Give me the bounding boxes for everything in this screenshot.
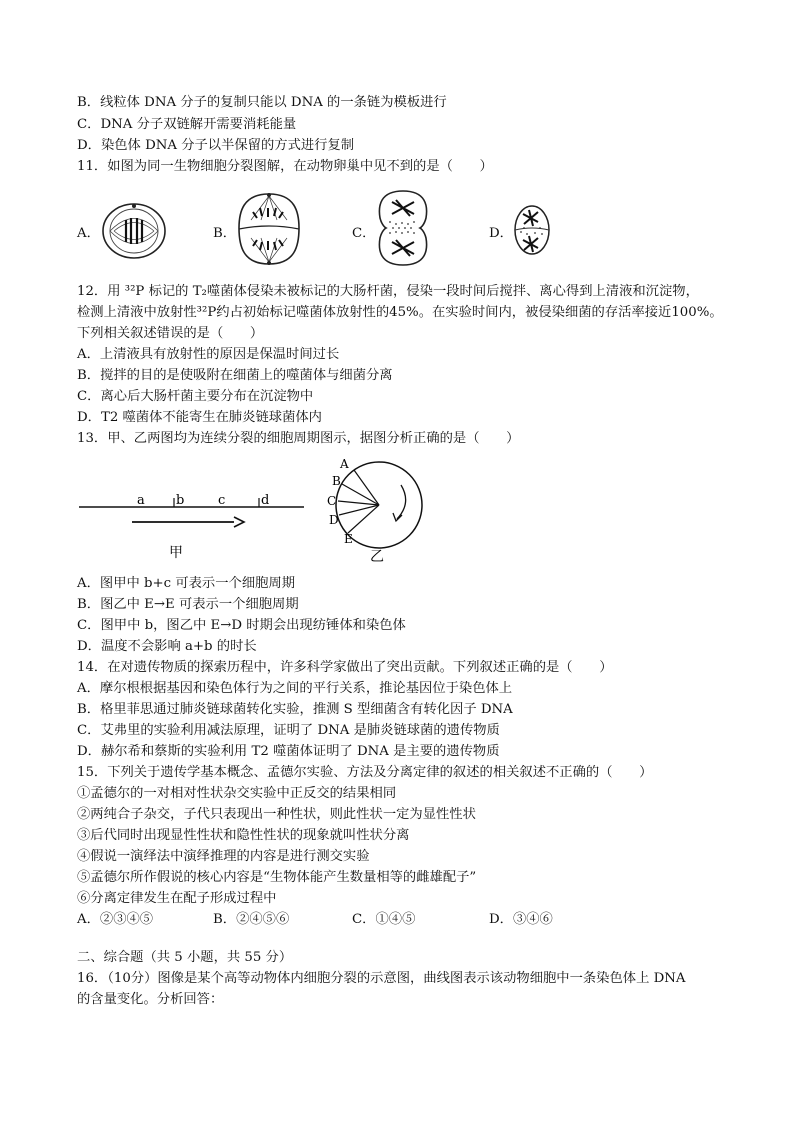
q11-cell-c-image <box>374 188 432 268</box>
q11-label-b: B． <box>213 226 237 241</box>
q11-label-c: C． <box>352 226 376 241</box>
q15-item-6: ⑥分离定律发生在配子形成过程中 <box>77 891 277 906</box>
q16-stem-line-2: 的含量变化。分析回答： <box>77 992 224 1007</box>
q11-cell-b-image <box>233 190 305 268</box>
prev-option-b: B．线粒体 DNA 分子的复制只能以 DNA 的一条链为模板进行 <box>77 95 447 110</box>
q15-item-1: ①孟德尔的一对相对性状杂交实验中正反交的结果相同 <box>77 786 397 801</box>
q12-stem-line-3: 下列相关叙述错误的是（ ） <box>77 326 264 341</box>
q14-stem: 14．在对遗传物质的探索历程中，许多科学家做出了突出贡献。下列叙述正确的是（ ） <box>77 660 613 675</box>
q13-jia-point-b: b <box>176 493 185 508</box>
q13-figure-yi <box>326 455 430 567</box>
q13-figure-jia <box>76 485 308 565</box>
q14-option-a: A．摩尔根根据基因和染色体行为之间的平行关系，推论基因位于染色体上 <box>77 681 513 696</box>
q15-item-5: ⑤孟德尔所作假说的核心内容是“生物体能产生数量相等的雌雄配子” <box>77 870 477 885</box>
q13-jia-point-d: d <box>261 493 270 508</box>
q11-cell-a-image <box>100 200 168 262</box>
q15-item-3: ③后代同时出现显性性状和隐性性状的现象就叫性状分离 <box>77 828 410 843</box>
q15-item-2: ②两纯合子杂交，子代只表现出一种性状，则此性状一定为显性性状 <box>77 807 476 822</box>
q15-choice-c: C．①④⑤ <box>352 912 416 927</box>
q13-stem: 13．甲、乙两图均为连续分裂的细胞周期图示，据图分析正确的是（ ） <box>77 431 520 446</box>
q15-choice-d: D．③④⑥ <box>489 912 553 927</box>
prev-option-d: D．染色体 DNA 分子以半保留的方式进行复制 <box>77 138 355 153</box>
q13-yi-point-e: E <box>344 532 353 546</box>
q11-label-a: A． <box>77 226 100 241</box>
q15-stem: 15．下列关于遗传学基本概念、孟德尔实验、方法及分离定律的叙述的相关叙述不正确的（ ） <box>77 765 653 780</box>
q11-cell-d-image <box>512 202 552 258</box>
q13-option-b: B．图乙中 E→E 可表示一个细胞周期 <box>77 597 299 612</box>
q16-stem-line-1: 16．（10分）图像是某个高等动物体内细胞分裂的示意图，曲线图表示该动物细胞中一条染色体上 DNA <box>77 971 686 986</box>
q13-option-d: D．温度不会影响 a+b 的时长 <box>77 639 257 654</box>
q14-option-c: C．艾弗里的实验利用减法原理，证明了 DNA 是肺炎链球菌的遗传物质 <box>77 723 500 738</box>
q11-stem: 11．如图为同一生物细胞分裂图解，在动物卵巢中见不到的是（ ） <box>77 159 493 174</box>
q15-item-4: ④假说一演绎法中演绎推理的内容是进行测交实验 <box>77 849 370 864</box>
q13-yi-point-d: D <box>329 513 339 527</box>
q12-stem-line-2: 检测上清液中放射性³²P约占初始标记噬菌体放射性的45%。在实验时间内，被侵染细菌的存活率接近100%。 <box>77 305 723 320</box>
q13-option-c: C．图甲中 b，图乙中 E→D 时期会出现纺锤体和染色体 <box>77 618 406 633</box>
q13-jia-point-c: c <box>218 493 226 508</box>
section2-title: 二、综合题（共 5 小题，共 55 分） <box>77 950 293 965</box>
q13-option-a: A．图甲中 b+c 可表示一个细胞周期 <box>77 576 296 591</box>
q14-option-b: B．格里菲思通过肺炎链球菌转化实验，推测 S 型细菌含有转化因子 DNA <box>77 702 513 717</box>
q13-yi-point-c: C <box>327 494 337 508</box>
q13-yi-point-b: B <box>332 474 341 488</box>
q13-yi-point-a: A <box>340 457 349 471</box>
q11-label-d: D． <box>489 226 513 241</box>
q12-option-d: D．T2 噬菌体不能寄生在肺炎链球菌体内 <box>77 410 322 425</box>
q12-option-c: C．离心后大肠杆菌主要分布在沉淀物中 <box>77 389 314 404</box>
q14-option-d: D．赫尔希和蔡斯的实验利用 T2 噬菌体证明了 DNA 是主要的遗传物质 <box>77 744 500 759</box>
q15-choice-a: A．②③④⑤ <box>77 912 154 927</box>
q15-choice-b: B．②④⑤⑥ <box>213 912 290 927</box>
q13-yi-caption: 乙 <box>370 549 384 565</box>
q12-option-b: B．搅拌的目的是使吸附在细菌上的噬菌体与细菌分离 <box>77 368 393 383</box>
q12-option-a: A．上清液具有放射性的原因是保温时间过长 <box>77 347 340 362</box>
prev-option-c: C．DNA 分子双链解开需要消耗能量 <box>77 117 297 132</box>
q13-jia-point-a: a <box>137 493 145 508</box>
q13-jia-caption: 甲 <box>169 545 183 561</box>
q12-stem-line-1: 12．用 ³²P 标记的 T₂噬菌体侵染未被标记的大肠杆菌，侵染一段时间后搅拌、离心得到上清液和沉淀物， <box>77 284 699 299</box>
